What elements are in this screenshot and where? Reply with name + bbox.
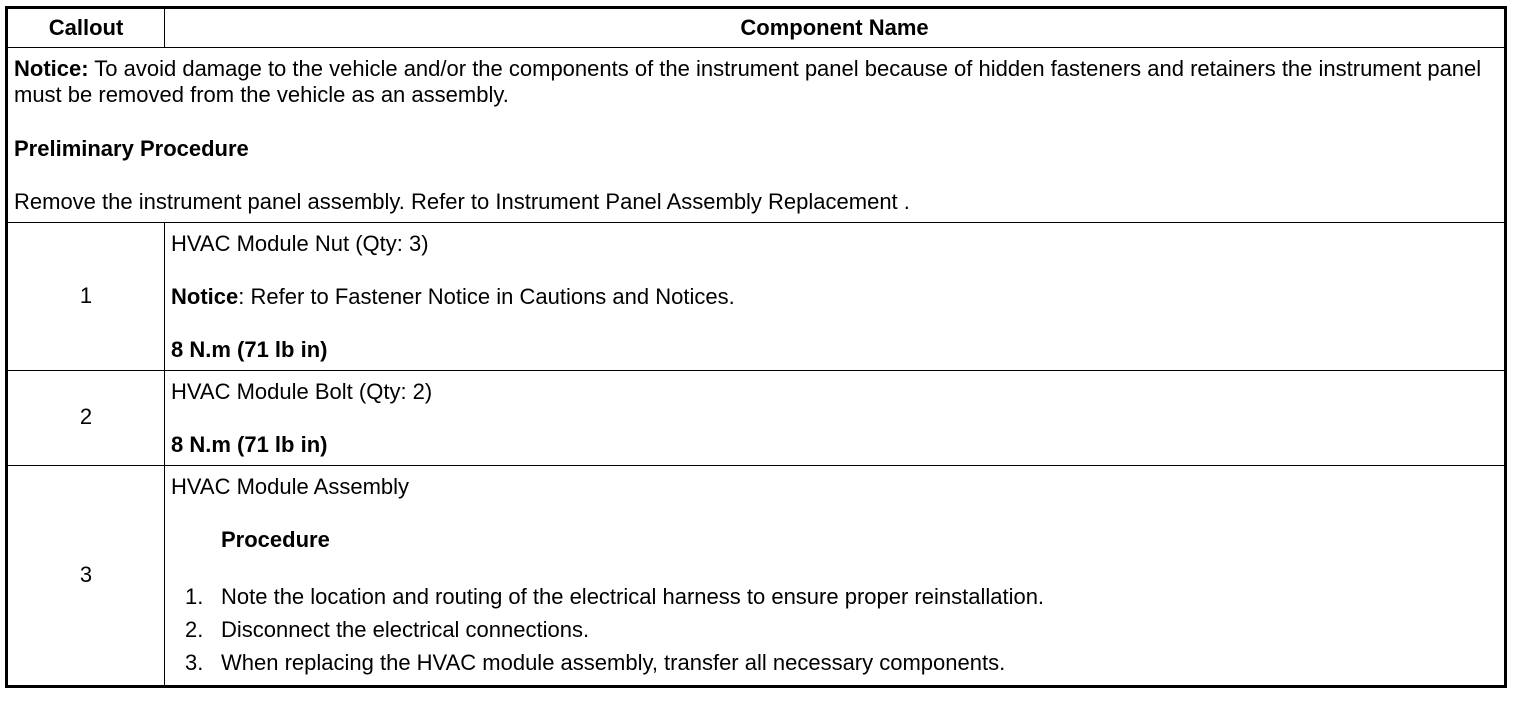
table-header-row bbox=[7, 8, 1506, 48]
torque-spec: 8 N.m (71 lb in) bbox=[171, 337, 328, 363]
component-name: HVAC Module Assembly bbox=[171, 473, 410, 499]
fastener-notice-label: Notice bbox=[171, 283, 239, 309]
component-name: HVAC Module Nut (Qty: 3) bbox=[171, 230, 429, 256]
component-cell bbox=[165, 370, 1506, 465]
table-row bbox=[7, 465, 1506, 687]
component-table bbox=[5, 6, 1507, 688]
step-number: 1. bbox=[185, 584, 204, 610]
table-row bbox=[7, 222, 1506, 370]
fastener-notice bbox=[171, 284, 1498, 310]
callout-column-header: Callout bbox=[7, 8, 165, 48]
preliminary-procedure-heading: Preliminary Procedure bbox=[14, 135, 249, 161]
component-cell bbox=[165, 222, 1506, 370]
fastener-notice-text: : Refer to Fastener Notice in Cautions and Notices. bbox=[238, 283, 735, 309]
preliminary-procedure-text: Remove the instrument panel assembly. Refer to Instrument Panel Assembly Replacement . bbox=[14, 189, 910, 215]
notice-row bbox=[7, 48, 1506, 223]
procedure-heading: Procedure bbox=[221, 526, 330, 552]
step-text: Disconnect the electrical connections. bbox=[221, 617, 590, 643]
notice-cell bbox=[7, 48, 1506, 223]
procedure-step bbox=[171, 646, 1498, 679]
callout-cell: 2 bbox=[7, 370, 165, 465]
component-name: HVAC Module Bolt (Qty: 2) bbox=[171, 378, 433, 404]
callout-cell: 3 bbox=[7, 465, 165, 687]
step-text: When replacing the HVAC module assembly, transfer all necessary components. bbox=[221, 650, 1006, 676]
procedure-step bbox=[171, 580, 1498, 613]
callout-cell: 1 bbox=[7, 222, 165, 370]
notice-label: Notice: bbox=[14, 56, 89, 81]
component-name-column-header: Component Name bbox=[165, 8, 1506, 48]
notice-text: To avoid damage to the vehicle and/or the components of the instrument panel because of hidden fasteners and retainers the instrument panel must be removed from the vehicle as an assembly. bbox=[14, 56, 1482, 108]
torque-spec: 8 N.m (71 lb in) bbox=[171, 432, 328, 458]
component-cell bbox=[165, 465, 1506, 687]
step-number: 2. bbox=[185, 617, 204, 643]
procedure-steps-list bbox=[171, 580, 1498, 679]
step-number: 3. bbox=[185, 650, 204, 676]
procedure-step bbox=[171, 613, 1498, 646]
step-text: Note the location and routing of the electrical harness to ensure proper reinstallation. bbox=[221, 584, 1045, 610]
notice-paragraph bbox=[14, 56, 1498, 109]
table-row bbox=[7, 370, 1506, 465]
